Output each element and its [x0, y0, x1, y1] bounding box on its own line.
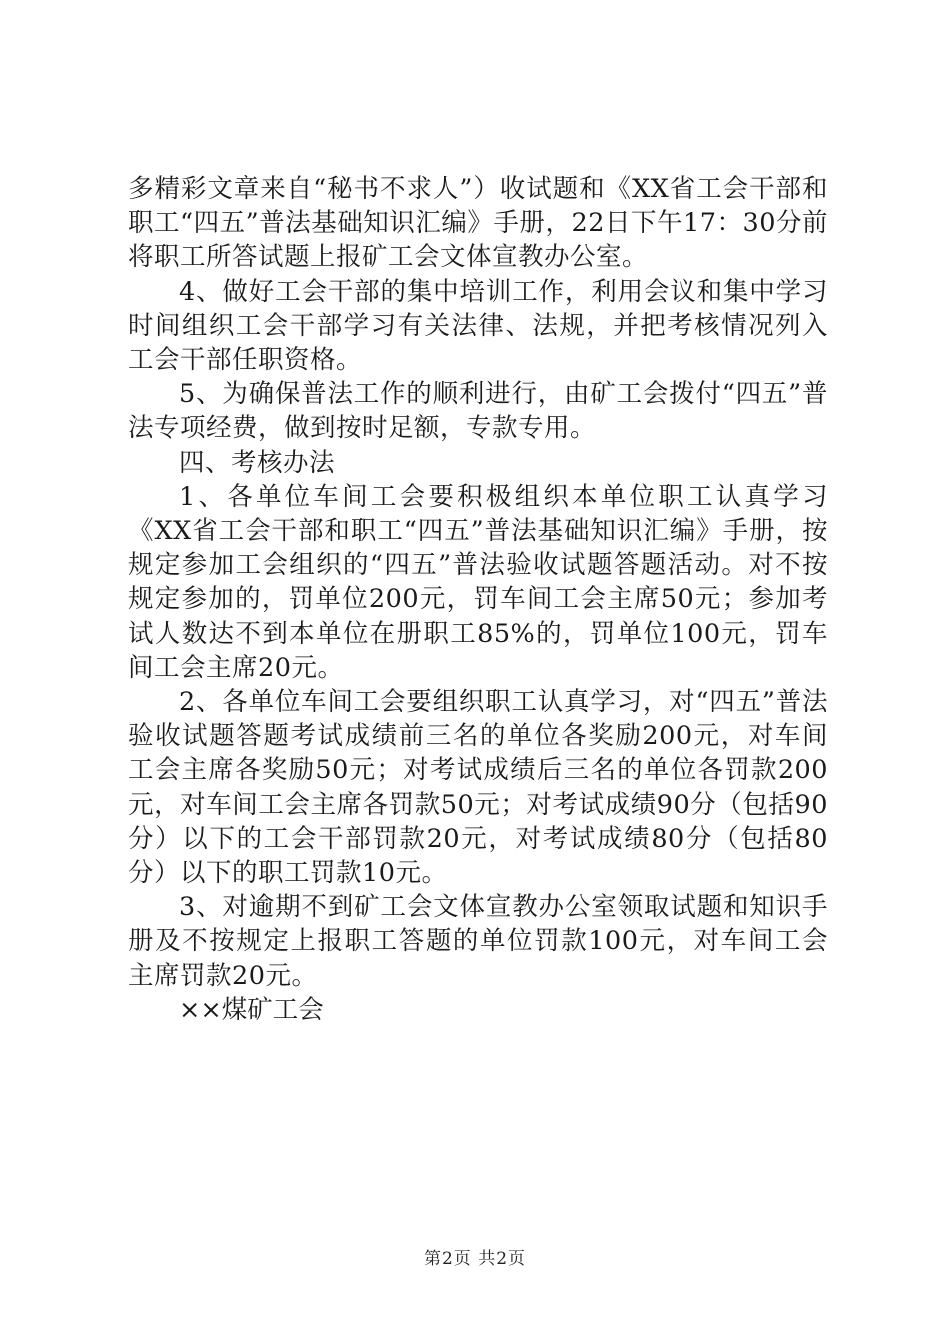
signature-organization: ××煤矿工会: [179, 994, 324, 1025]
page-number-footer: 第2页 共2页: [423, 1249, 527, 1269]
paragraph-assessment-3: 3、对逾期不到矿工会文体宣教办公室领取试题和知识手册及不按规定上报职工答题的单位罚款100元，对车间工会主席罚款20元。: [128, 892, 828, 991]
paragraph-item-4-training: 4、做好工会干部的集中培训工作，利用会议和集中学习时间组织工会干部学习有关法律、法规，并把考核情况列入工会干部任职资格。: [128, 276, 828, 376]
paragraph-item-5-funding: 5、为确保普法工作的顺利进行，由矿工会拨付“四五”普法专项经费，做到按时足额，专款专用。: [128, 379, 828, 444]
paragraph-assessment-2: 2、各单位车间工会要组织职工认真学习，对“四五”普法验收试题答题考试成绩前三名的单位各奖励200元，对车间工会主席各奖励50元；对考试成绩后三名的单位各罚款200元，对车间工会主席各罚款50元；对考试成绩90分（包括90分）以下的工会干部罚款20元，对考试成绩80分（包括80分）以下的职工罚款10元。: [128, 687, 828, 889]
document-body: [128, 172, 828, 1027]
paragraph-continuation: 多精彩文章来自“秘书不求人”）收试题和《XX省工会干部和职工“四五”普法基础知识汇编》手册，22日下午17：30分前将职工所答试题上报矿工会文体宣教办公室。: [128, 174, 828, 273]
section-heading-assessment: 四、考核办法: [179, 447, 336, 478]
paragraph-assessment-1: 1、各单位车间工会要积极组织本单位职工认真学习《XX省工会干部和职工“四五”普法基础知识汇编》手册，按规定参加工会组织的“四五”普法验收试题答题活动。对不按规定参加的，罚单位200元，罚车间工会主席50元；参加考试人数达不到本单位在册职工85%的，罚单位100元，罚车间工会主席20元。: [128, 481, 828, 683]
